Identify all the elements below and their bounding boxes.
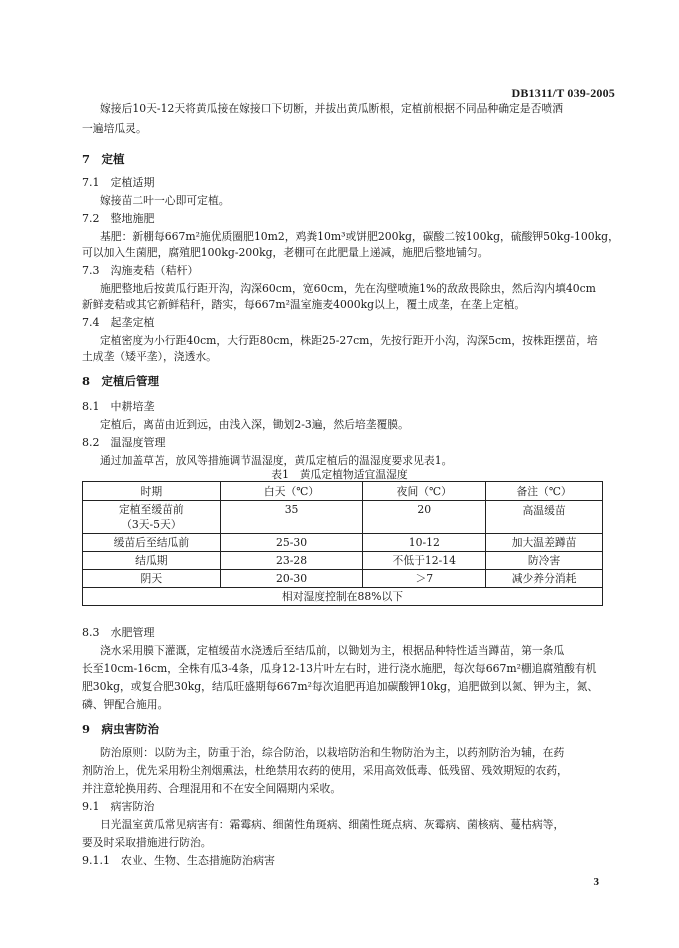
paragraph-line: 一遍培瓜灵。 bbox=[82, 122, 147, 135]
subsection-heading-7-4: 7.4 起垄定植 bbox=[82, 316, 155, 329]
table-cell: 10-12 bbox=[363, 534, 486, 552]
table-cell: 35 bbox=[220, 501, 363, 534]
paragraph-line: 基肥：新棚每667m²施优质圈肥10m2，鸡粪10m³或饼肥200kg，碳酸二铵100kg，硫酸钾50kg-100kg， bbox=[100, 230, 619, 243]
header-cell: 备注（℃） bbox=[486, 482, 603, 501]
table-cell: ＞7 bbox=[363, 570, 486, 588]
table-cell bbox=[83, 501, 221, 534]
table-caption: 表1 黄瓜定植物适宜温湿度 bbox=[271, 468, 408, 481]
paragraph-line: 施肥整地后按黄瓜行距开沟，沟深60cm，宽60cm，先在沟壁喷施1%的敌敌畏除虫，然后沟内填40cm bbox=[100, 282, 596, 295]
table-cell: 阴天 bbox=[83, 570, 221, 588]
subsection-heading-8-3: 8.3 水肥管理 bbox=[82, 626, 155, 639]
period-duration: （3天-5天） bbox=[121, 518, 182, 531]
table-cell: 加大温差蹲苗 bbox=[486, 534, 603, 552]
section-heading-8: 8 定植后管理 bbox=[82, 374, 160, 388]
header-cell: 白天（℃） bbox=[220, 482, 363, 501]
subsection-heading-9-1: 9.1 病害防治 bbox=[82, 800, 155, 813]
paragraph-line: 肥30kg，或复合肥30kg，结瓜旺盛期每667m²每次追肥再追加碳酸钾10kg，追肥做到以氮、钾为主，氮、 bbox=[82, 680, 599, 693]
paragraph-line: 土成垄（矮平垄），浇透水。 bbox=[82, 350, 217, 363]
table-cell: 减少养分消耗 bbox=[486, 570, 603, 588]
table-cell: 不低于12-14 bbox=[363, 552, 486, 570]
table-cell: 高温缓苗 bbox=[486, 501, 603, 534]
paragraph-line: 嫁接后10天-12天将黄瓜接在嫁接口下切断，并拔出黄瓜断根，定植前根据不同品种确定是否喷洒 bbox=[100, 102, 563, 115]
table-cell: 20 bbox=[363, 501, 486, 534]
subsection-heading-8-1: 8.1 中耕培垄 bbox=[82, 400, 155, 413]
table-cell: 20-30 bbox=[220, 570, 363, 588]
table-cell: 结瓜期 bbox=[83, 552, 221, 570]
subsection-heading-7-2: 7.2 整地施肥 bbox=[82, 212, 155, 225]
document-id: DB1311/T 039-2005 bbox=[511, 86, 615, 100]
paragraph-line: 防治原则：以防为主，防重于治，综合防治，以栽培防治和生物防治为主，以药剂防治为辅，在药 bbox=[100, 746, 565, 759]
section-heading-7: 7 定植 bbox=[82, 152, 125, 166]
period-text: 定植至缓苗前 bbox=[118, 503, 184, 516]
page-number: 3 bbox=[593, 876, 599, 888]
paragraph-line: 定植后，离苗由近到远，由浅入深，锄划2-3遍，然后培垄覆膜。 bbox=[100, 418, 409, 431]
section-heading-9: 9 病虫害防治 bbox=[82, 722, 160, 736]
paragraph-line: 可以加入生菌肥，腐殖肥100kg-200kg，老棚可在此肥量上递减，施肥后整地铺匀。 bbox=[82, 246, 489, 259]
humidity-note-cell: 相对湿度控制在88%以下 bbox=[83, 588, 603, 606]
table-footer-row bbox=[83, 588, 603, 606]
subsection-heading-9-1-1: 9.1.1 农业、生物、生态措施防治病害 bbox=[82, 854, 275, 867]
paragraph-line: 要及时采取措施进行防治。 bbox=[82, 836, 212, 849]
paragraph-line: 新鲜麦秸或其它新鲜秸秆，踏实，每667m²温室施麦4000kg以上，覆土成垄，在垄上定植。 bbox=[82, 298, 526, 311]
table-row bbox=[83, 570, 603, 588]
table-cell: 缓苗后至结瓜前 bbox=[83, 534, 221, 552]
table-row bbox=[83, 534, 603, 552]
paragraph-line: 长至10cm-16cm，全株有瓜3-4条，瓜身12-13片叶左右时，进行浇水施肥，每次每667m²棚追腐殖酸有机 bbox=[82, 662, 597, 675]
temperature-humidity-table bbox=[82, 481, 603, 606]
subsection-heading-7-1: 7.1 定植适期 bbox=[82, 176, 155, 189]
paragraph-line: 浇水采用膜下灌溉，定植缓苗水浇透后至结瓜前，以锄划为主，根据品种特性适当蹲苗，第一条瓜 bbox=[100, 644, 565, 657]
paragraph-line: 磷、钾配合施用。 bbox=[82, 698, 169, 711]
table-row bbox=[83, 501, 603, 534]
subsection-heading-8-2: 8.2 温湿度管理 bbox=[82, 436, 166, 449]
header-cell: 夜间（℃） bbox=[363, 482, 486, 501]
subsection-heading-7-3: 7.3 沟施麦秸（秸杆） bbox=[82, 264, 199, 277]
paragraph-line: 定植密度为小行距40cm，大行距80cm，株距25-27cm，先按行距开小沟，沟深5cm，按株距摆苗，培 bbox=[100, 334, 598, 347]
table-cell: 25-30 bbox=[220, 534, 363, 552]
table-row bbox=[83, 552, 603, 570]
table-cell: 防冷害 bbox=[486, 552, 603, 570]
table-cell: 23-28 bbox=[220, 552, 363, 570]
paragraph-line: 通过加盖草苫，放风等措施调节温湿度，黄瓜定植后的温湿度要求见表1。 bbox=[100, 454, 453, 467]
paragraph-line: 剂防治上，优先采用粉尘剂烟熏法，杜绝禁用农药的使用，采用高效低毒、低残留、残效期短的农药， bbox=[82, 764, 568, 777]
paragraph-line: 嫁接苗二叶一心即可定植。 bbox=[100, 194, 230, 207]
paragraph-line: 日光温室黄瓜常见病害有：霜霉病、细菌性角斑病、细菌性斑点病、灰霉病、菌核病、蔓枯病等， bbox=[100, 818, 565, 831]
table-header-row bbox=[83, 482, 603, 501]
header-cell: 时期 bbox=[83, 482, 221, 501]
paragraph-line: 并注意轮换用药、合理混用和不在安全间隔期内采收。 bbox=[82, 782, 342, 795]
